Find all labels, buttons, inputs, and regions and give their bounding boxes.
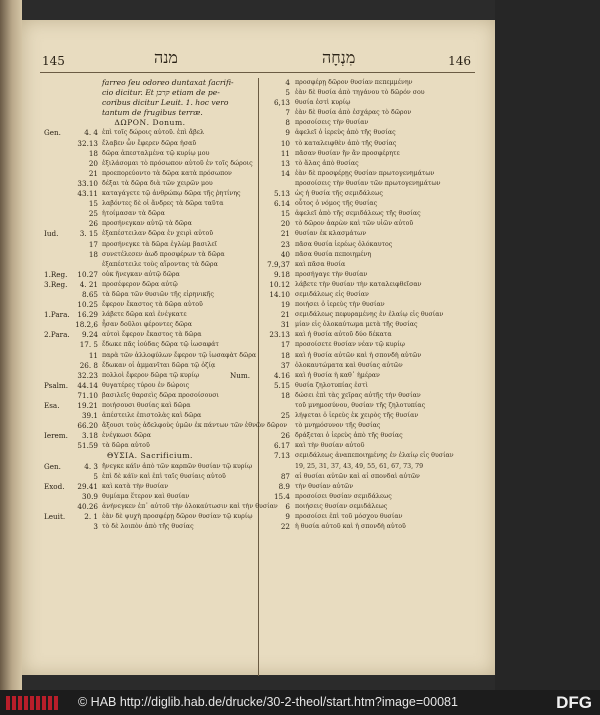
concordance-row [44, 320, 256, 330]
verse-reference: 30.9 [81, 491, 98, 501]
viewer-footer [0, 690, 600, 715]
greek-citation: πᾶσα θυσία ἱερέως ὁλόκαυτος [295, 240, 393, 248]
greek-citation: προσοίσεις τὴν θυσίαν τῶν πρωτογενημάτων [295, 179, 441, 187]
greek-citation: ἐξαπέστειλε τοὺς αἴροντας τὰ δῶρα [102, 260, 218, 268]
verse-reference: 2. 1 [84, 512, 98, 522]
greek-citation: συνετέλεσεν ἀωδ προσφέρων τὰ δῶρα [102, 250, 225, 258]
greek-citation: δέξαι τὰ δῶρα διὰ τῶν χειρῶν μου [102, 179, 213, 187]
concordance-row [262, 219, 484, 229]
verse-reference: 6.14 [273, 199, 290, 209]
verse-reference: 20 [88, 158, 98, 168]
greek-citation: σεμιδάλεως πεφυραμένης ἐν ἐλαίῳ εἰς θυσίαν [295, 311, 444, 319]
verse-reference: 43.11 [77, 189, 98, 199]
concordance-row [44, 290, 256, 300]
verse-reference: 11 [88, 350, 98, 360]
verse-reference: 31 [280, 320, 290, 330]
greek-citation: ἐὰν δὲ ψυχὴ προσφέρῃ δῶρον θυσίαν τῷ κυρίῳ [102, 513, 253, 521]
verse-reference: 10.27 [77, 269, 98, 279]
verse-reference: 26 [280, 431, 290, 441]
verse-reference: 15.4 [273, 491, 290, 501]
verse-reference: 3 [93, 522, 98, 532]
scanned-page [22, 20, 495, 675]
verse-reference: 5 [93, 471, 98, 481]
concordance-row [44, 522, 256, 532]
verse-reference: 23 [280, 239, 290, 249]
concordance-row [44, 98, 256, 108]
greek-citation: βασιλεῖς θαρσεὶς δῶρα προσοίσουσι [102, 391, 219, 399]
greek-citation: τὸ καταλειφθὲν ἀπὸ τῆς θυσίας [295, 139, 397, 147]
greek-citation: τοῦ μνημοσύνου, θυσίαν τῆς ζηλοτυπίας [295, 402, 426, 409]
concordance-row [44, 189, 256, 199]
concordance-row [44, 371, 256, 381]
greek-citation: τὰ δῶρα αὐτοῦ [102, 442, 150, 450]
verse-reference: 8 [285, 118, 290, 128]
verse-reference: 6 [285, 501, 290, 511]
verse-reference: 22 [280, 522, 290, 532]
verse-reference: 18 [88, 249, 98, 259]
book-abbreviation: Num. [230, 370, 251, 380]
greek-citation: ἤνεγκε κάϊν ἀπὸ τῶν καρπῶν θυσίαν τῷ κυρίῳ [102, 462, 253, 470]
concordance-row [262, 310, 484, 320]
verse-reference: 40 [280, 249, 290, 259]
library-logo-icon [6, 696, 58, 710]
greek-citation: ἡ θυσία αὐτοῦ καὶ ἡ σπονδὴ αὐτοῦ [295, 523, 406, 531]
greek-citation: ἀπέστειλε ἐπιστολὰς καὶ δῶρα [102, 412, 202, 420]
verse-reference: 4. 3 [84, 461, 98, 471]
greek-citation: προσοίσει θυσίαν σεμιδάλεως [295, 492, 392, 500]
verse-reference: 5.15 [273, 380, 290, 390]
greek-citation: ὁλοκαυτώματα καὶ θυσίας αὐτῶν [295, 361, 403, 369]
concordance-row [44, 169, 256, 179]
greek-citation: πᾶσα θυσία πεποιημένη [295, 250, 372, 258]
verse-reference: 7.9,37 [267, 259, 290, 269]
right-page-number: 146 [448, 54, 471, 68]
greek-citation: καὶ ἡ θυσία αὐτοῦ δύο δέκατα [295, 331, 392, 339]
concordance-row [44, 179, 256, 189]
right-column [230, 78, 484, 532]
greek-citation: τὸ ἅλας ἀπὸ θυσίας [295, 159, 359, 167]
verse-reference: 3. 15 [79, 229, 98, 239]
concordance-row [44, 149, 256, 159]
concordance-row [262, 209, 484, 219]
greek-citation: προσοίσει ἐπὶ τοῦ μόσχου θυσίαν [295, 513, 403, 521]
concordance-row [44, 280, 256, 290]
greek-citation: προεπορεύοντο τὰ δῶρα κατὰ πρόσωπον [102, 169, 232, 177]
concordance-row [262, 128, 484, 138]
verse-reference: 37 [280, 360, 290, 370]
verse-reference: 17 [280, 340, 290, 350]
greek-citation: καὶ τὴν θυσίαν αὐτοῦ [295, 442, 365, 450]
concordance-row [44, 240, 256, 250]
greek-citation: ἦσαν δοῦλοι φέροντες δῶρα [102, 321, 192, 329]
verse-reference: 4.16 [273, 370, 290, 380]
greek-citation: προσέφερον δῶρα αὐτῷ [102, 280, 178, 288]
verse-reference: 14 [280, 168, 290, 178]
concordance-row [262, 431, 484, 441]
page-header [22, 20, 495, 76]
concordance-row [262, 78, 484, 88]
greek-citation: καὶ κατὰ τὴν θυσίαν [102, 482, 169, 490]
verse-reference: 13 [280, 158, 290, 168]
verse-reference: 9.18 [273, 269, 290, 279]
concordance-row [262, 330, 484, 340]
verse-reference: 3.18 [81, 431, 98, 441]
concordance-row [44, 108, 256, 118]
greek-citation: προσήνεγκαν αὐτῷ τὰ δῶρα [102, 220, 192, 228]
verse-reference: 5 [285, 88, 290, 98]
verse-reference: 18 [280, 390, 290, 400]
concordance-row [44, 381, 256, 391]
greek-citation: θυσία ζηλοτυπίας ἐστὶ [295, 381, 368, 389]
concordance-row [44, 472, 256, 482]
concordance-row [262, 88, 484, 98]
verse-reference: 33.10 [77, 178, 98, 188]
greek-citation: ποιήσουσι θυσίας καὶ δῶρα [102, 402, 191, 409]
concordance-row [44, 330, 256, 340]
greek-citation: λάβετε δῶρα καὶ ἐνέγκατε [102, 311, 187, 319]
greek-citation: ἐπὶ τοῖς δώροις αὐτοῦ. ἐπὶ ἄβελ [102, 129, 204, 137]
verse-reference: 26. 8 [79, 360, 98, 370]
concordance-row [262, 229, 484, 239]
verse-reference: 18 [280, 350, 290, 360]
greek-citation: προσήνεγκε τὰ δῶρα ἐγλὼμ βασιλεῖ [102, 240, 218, 248]
verse-reference: 7 [285, 108, 290, 118]
concordance-row [44, 462, 256, 472]
book-abbreviation: Leuit. [44, 512, 66, 522]
greek-citation: τὰ δῶρα τῶν θυσιῶν τῆς εἰρηνικῆς [102, 290, 214, 298]
latin-note: tantum de frugibus terræ. [102, 108, 203, 118]
concordance-row [262, 351, 484, 361]
greek-citation: πολλοὶ ἔφερον δῶρα τῷ κυρίῳ [102, 371, 200, 379]
concordance-row [262, 320, 484, 330]
verse-reference: 10.12 [269, 279, 290, 289]
greek-citation: ἐνέγκωσι δῶρα [102, 432, 151, 440]
book-abbreviation: Exod. [44, 481, 65, 491]
greek-citation: δώσει ἐπὶ τὰς χεῖρας αὐτῆς τὴν θυσίαν [295, 391, 421, 399]
greek-citation: οὐκ ἤνεγκαν αὐτῷ δῶρα [102, 270, 180, 278]
greek-citation: τὸ δῶρον ἀαρὼν καὶ τῶν υἱῶν αὐτοῦ [295, 220, 414, 228]
greek-citation: ἔδωκε πᾶς ἰούδας δῶρα τῷ ἰωσαφάτ [102, 341, 219, 349]
greek-citation: προσήγαγε τὴν θυσίαν [295, 270, 368, 278]
verse-reference: 25 [88, 209, 98, 219]
greek-citation: ἐξιλάσομαι τὸ πρόσωπον αὐτοῦ ἐν τοῖς δώροις [102, 159, 253, 167]
greek-citation: δράξεται ὁ ἱερεὺς ἀπὸ τῆς θυσίας [295, 432, 403, 440]
concordance-row [44, 340, 256, 350]
greek-citation: αὐτοὶ ἔφερον ἕκαστος τὰ δῶρα [102, 331, 202, 339]
verse-reference: 8.65 [81, 289, 98, 299]
greek-citation: ἀφελεῖ ὁ ἱερεὺς ἀπὸ τῆς θυσίας [295, 129, 396, 137]
concordance-row [262, 512, 484, 522]
verse-reference: 9 [285, 512, 290, 522]
concordance-row [262, 189, 484, 199]
left-running-heading: מנה [154, 48, 178, 67]
book-abbreviation: Esa. [44, 401, 60, 410]
concordance-row [44, 139, 256, 149]
concordance-row [44, 411, 256, 421]
concordance-row [262, 411, 484, 421]
greek-citation: ἔφερον ἕκαστος τὰ δῶρα αὐτοῦ [102, 301, 203, 309]
verse-reference: 5.13 [273, 189, 290, 199]
copyright-link[interactable]: © HAB http://diglib.hab.de/drucke/30-2-theol/start.htm?image=00081 [78, 695, 458, 709]
greek-citation: ἐξαπέστειλαν δῶρα ἐν χειρὶ αὐτοῦ [102, 230, 214, 238]
greek-citation: τὸ δὲ λοιπὸν ἀπὸ τῆς θυσίας [102, 523, 194, 531]
concordance-row [44, 351, 256, 361]
verse-reference: 17 [88, 239, 98, 249]
book-spine-edge [0, 0, 22, 715]
book-abbreviation: Iud. [44, 229, 59, 239]
greek-citation: λάβετε τὴν θυσίαν τὴν καταλειφθεῖσαν [295, 280, 422, 288]
verse-reference: 8.9 [278, 481, 290, 491]
verse-reference: 10 [280, 138, 290, 148]
greek-citation: λήψεται ὁ ἱερεὺς ἐκ χειρὸς τῆς θυσίαν [295, 412, 419, 420]
verse-reference: 32.23 [77, 370, 98, 380]
greek-citation: ἐὰν δὲ θυσία ἀπὸ τηγάνου τὸ δῶρόν σου [295, 89, 425, 97]
greek-citation: ἄξουσι τοὺς ἀδελφοὺς ὑμῶν ἐκ πάντων τῶν ἐθνῶν δῶρον [102, 422, 288, 430]
greek-citation: ἐπὶ δὲ κάϊν καὶ ἐπὶ ταῖς θυσίαις αὐτοῦ [102, 472, 226, 480]
greek-citation: καὶ ἡ θυσία αὐτῶν καὶ ἡ σπονδὴ αὐτῶν [295, 351, 422, 359]
greek-citation: ἐὰν δὲ θυσία ἀπὸ ἐσχάρας τὸ δῶρον [295, 109, 412, 117]
greek-citation: θυγατέρες τύρου ἐν δώροις [102, 381, 190, 389]
verse-reference: 16.29 [77, 310, 98, 320]
right-running-heading: מִנְחָה [322, 48, 356, 67]
verse-reference: 15 [280, 209, 290, 219]
greek-citation: σεμιδάλεως ἀναπεποιημένης ἐν ἐλαίῳ εἰς θυσίαν [295, 452, 454, 460]
concordance-row [262, 280, 484, 290]
greek-citation: δῶρα ἀπεσταλμένα τῷ κυρίῳ μου [102, 149, 210, 157]
concordance-row [262, 391, 484, 401]
concordance-row [44, 482, 256, 492]
greek-citation: πᾶσαν θυσίαν ἣν ἂν προσφέρητε [295, 149, 400, 157]
book-abbreviation: 2.Para. [44, 330, 70, 340]
verse-reference: 40.26 [77, 501, 98, 511]
verse-reference: 15 [88, 199, 98, 209]
section-heading: ΘΥΣΙΑ. Sacrificium. [107, 451, 193, 461]
verse-reference: 17. 5 [79, 340, 98, 350]
verse-reference: 87 [280, 471, 290, 481]
book-abbreviation: Gen. [44, 128, 61, 138]
concordance-row [262, 451, 484, 461]
verse-reference: 21 [280, 310, 290, 320]
verse-reference: 26 [88, 219, 98, 229]
greek-citation: παρὰ τῶν ἀλλοφύλων ἔφερον τῷ ἰωσαφὰτ δῶρα [102, 351, 257, 359]
verse-reference: 19 [280, 300, 290, 310]
greek-citation: καταγάγετε τῷ ἀνθρώπῳ δῶρα τῆς ῥητίνης [102, 190, 241, 198]
concordance-row [262, 98, 484, 108]
greek-citation: προσοίσεις τὴν θυσίαν [295, 119, 369, 127]
concordance-row [44, 310, 256, 320]
concordance-row [44, 128, 256, 138]
verse-reference: 51.59 [77, 441, 98, 451]
verse-reference: 71.10 [77, 390, 98, 400]
concordance-row [262, 482, 484, 492]
concordance-row [44, 250, 256, 260]
verse-reference: 9 [285, 128, 290, 138]
verse-reference: 21 [88, 168, 98, 178]
concordance-row [44, 88, 256, 98]
greek-citation: ἀφελεῖ ἀπὸ τῆς σεμιδάλεως τῆς θυσίας [295, 210, 421, 218]
greek-citation: ἔλαβεν ὧν ἔφερεν δῶρα ἠσαῦ [102, 139, 197, 147]
concordance-row [44, 391, 256, 401]
verse-reference: 10.25 [77, 300, 98, 310]
concordance-row [44, 260, 256, 270]
verse-reference: 19.21 [77, 401, 98, 410]
concordance-row [262, 199, 484, 209]
greek-citation: μίαν εἰς ὁλοκαύτωμα μετὰ τῆς θυσίας [295, 321, 418, 329]
concordance-row [44, 78, 256, 88]
book-abbreviation: Psalm. [44, 380, 69, 390]
concordance-row [262, 169, 484, 179]
latin-note: coribus dicitur Leuit. 1. hoc vero [102, 98, 229, 108]
greek-citation: προσοίσετε θυσίαν νέαν τῷ κυρίῳ [295, 341, 405, 349]
greek-citation: σεμιδάλεως εἰς θυσίαν [295, 290, 369, 298]
verse-reference: 11 [280, 148, 290, 158]
verse-reference: 6,13 [273, 98, 290, 108]
concordance-row [262, 149, 484, 159]
verse-reference: 9.24 [81, 330, 98, 340]
concordance-row [230, 370, 484, 381]
verse-reference: 44.14 [77, 380, 98, 390]
concordance-row [262, 159, 484, 169]
greek-citation: θυσία ἐστὶ κυρίῳ [295, 99, 351, 107]
concordance-row [262, 260, 484, 270]
concordance-row [262, 290, 484, 300]
verse-reference: 18.2,6 [75, 320, 98, 330]
concordance-row [44, 401, 256, 411]
verse-reference: 18 [88, 148, 98, 158]
greek-citation: ποιήσει ὁ ἱερεὺς τὴν θυσίαν [295, 301, 385, 309]
greek-citation: τὴν θυσίαν αὐτῶν [295, 482, 354, 490]
concordance-row [262, 381, 484, 391]
concordance-row [44, 361, 256, 371]
concordance-row [262, 522, 484, 532]
concordance-row [44, 209, 256, 219]
verse-reference: 32.13 [77, 138, 98, 148]
concordance-row [262, 340, 484, 350]
concordance-row [262, 250, 484, 260]
greek-citation: αἱ θυσίαι αὐτῶν καὶ αἱ σπονδαὶ αὐτῶν [295, 472, 420, 480]
verse-reference: 6.17 [273, 441, 290, 451]
concordance-row [262, 270, 484, 280]
concordance-row [262, 361, 484, 371]
greek-citation: λαβόντες δὲ οἱ ἄνδρες τὰ δῶρα ταῦτα [102, 200, 224, 208]
concordance-row [262, 462, 484, 472]
greek-citation: ποιήσεις θυσίαν σεμιδάλεως [295, 502, 388, 510]
greek-citation: 19, 25, 31, 37, 43, 49, 55, 61, 67, 73, 79 [295, 462, 424, 470]
concordance-row [262, 502, 484, 512]
concordance-row [44, 492, 256, 502]
concordance-row [44, 431, 256, 441]
dfg-logo: DFG [556, 693, 592, 712]
book-abbreviation: 1.Para. [44, 310, 70, 320]
latin-note: cio dicitur. Et קרבן etiam de pe- [102, 88, 220, 98]
greek-citation: ἡτοίμασαν τὰ δῶρα [102, 210, 165, 218]
greek-citation: ἐὰν δὲ προσφέρῃς θυσίαν πρωτογενημάτων [295, 169, 435, 177]
section-heading: ΔΩΡΟΝ. Donum. [114, 118, 186, 128]
greek-citation: θυσίαν ἐκ κλασμάτων [295, 230, 367, 238]
concordance-row [44, 441, 256, 451]
verse-reference: 25 [280, 411, 290, 421]
verse-reference: 66.20 [77, 421, 98, 431]
concordance-row [262, 139, 484, 149]
concordance-row [44, 451, 256, 461]
concordance-row [262, 118, 484, 128]
concordance-row [44, 270, 256, 280]
concordance-row [262, 421, 484, 431]
greek-citation: καὶ ἡ θυσία ἡ καθ᾽ ἡμέραν [295, 371, 380, 379]
concordance-row [44, 118, 256, 128]
concordance-row [44, 421, 288, 431]
concordance-row [262, 401, 484, 411]
greek-citation: τὸ μνημόσυνον τῆς θυσίας [295, 422, 381, 430]
greek-citation: ὡς ἡ θυσία τῆς σεμιδάλεως [295, 190, 383, 198]
verse-reference: 23.13 [269, 330, 290, 340]
greek-citation: ἔδωκαν οἱ ἀμμανῖται δῶρα τῷ ὀζίᾳ [102, 361, 216, 369]
concordance-row [262, 179, 484, 189]
verse-reference: 21 [280, 229, 290, 239]
concordance-row [262, 240, 484, 250]
greek-citation: οὗτος ὁ νόμος τῆς θυσίας [295, 200, 378, 208]
verse-reference: 14.10 [269, 289, 290, 299]
greek-citation: καὶ πᾶσα θυσία [295, 260, 346, 268]
verse-reference: 20 [280, 219, 290, 229]
verse-reference: 4. 21 [79, 279, 98, 289]
verse-reference: 29.41 [77, 481, 98, 491]
concordance-row [44, 512, 256, 522]
concordance-row [44, 501, 278, 512]
background-margin [495, 0, 600, 690]
header-rule [40, 72, 475, 73]
book-abbreviation: 1.Reg. [44, 269, 68, 279]
concordance-row [262, 441, 484, 451]
concordance-row [44, 199, 256, 209]
greek-citation: προσφέρῃ δῶρον θυσίαν πεπεμμένην [295, 79, 413, 86]
greek-citation: ἀνήνεγκεν ἐπ᾽ αὐτοῦ τὴν ὁλοκαύτωσιν καὶ τὴν θυσίαν [102, 502, 278, 510]
concordance-row [44, 300, 256, 310]
left-page-number: 145 [42, 54, 65, 68]
verse-reference: 4 [285, 78, 290, 87]
concordance-row [262, 108, 484, 118]
concordance-row [44, 229, 256, 239]
concordance-row [262, 492, 484, 502]
book-abbreviation: Ierem. [44, 431, 68, 441]
greek-citation: θυμίαμα ἕτερον καὶ θυσίαν [102, 492, 190, 500]
latin-note: farreo ſeu odoreo duntaxat ſacrifi- [102, 78, 234, 87]
verse-reference: 4. 4 [84, 128, 98, 138]
verse-reference: 7.13 [273, 451, 290, 461]
verse-reference: 39.1 [81, 411, 98, 421]
concordance-row [44, 219, 256, 229]
concordance-row [262, 472, 484, 482]
concordance-row [262, 300, 484, 310]
book-abbreviation: 3.Reg. [44, 279, 68, 289]
concordance-row [44, 159, 256, 169]
book-abbreviation: Gen. [44, 461, 61, 471]
